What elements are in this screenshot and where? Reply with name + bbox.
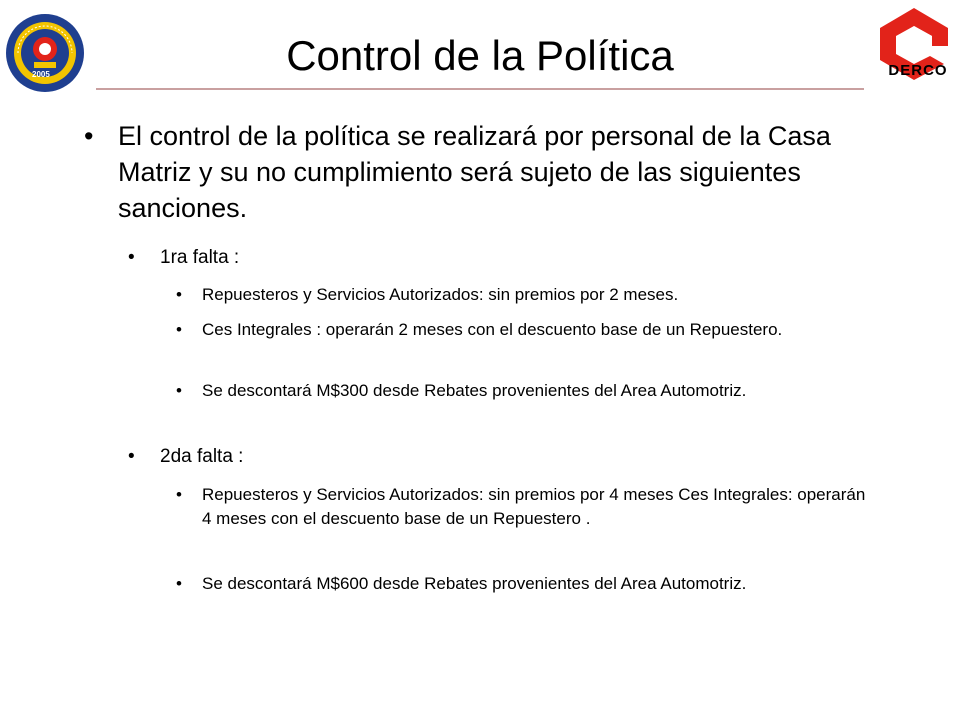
bullet-icon: • bbox=[128, 247, 135, 268]
second-offense-label: 2da falta : bbox=[160, 446, 244, 467]
derco-brand-text: DERCO bbox=[888, 62, 948, 79]
bullet-icon: • bbox=[128, 446, 135, 467]
seal-year: 2005 bbox=[32, 70, 50, 79]
first-offense-item-3: Se descontará M$300 desde Rebates provenientes del Area Automotriz. bbox=[202, 381, 747, 400]
second-offense-item-2: Se descontará M$600 desde Rebates provenientes del Area Automotriz. bbox=[202, 574, 747, 593]
bullet-icon: • bbox=[176, 320, 182, 339]
first-offense-item-1: Repuesteros y Servicios Autorizados: sin premios por 2 meses. bbox=[202, 285, 679, 304]
bullet-icon: • bbox=[84, 121, 94, 151]
bullet-icon: • bbox=[176, 285, 182, 304]
slide-title: Control de la Política bbox=[286, 32, 674, 79]
bullet-icon: • bbox=[176, 574, 182, 593]
first-offense-label: 1ra falta : bbox=[160, 247, 240, 268]
first-offense-item-2: Ces Integrales : operarán 2 meses con el descuento base de un Repuestero. bbox=[202, 320, 783, 339]
second-offense-item-1: Repuesteros y Servicios Autorizados: sin premios por 4 meses Ces Integrales: operarán 4 meses con el descuento base de un Repuestero . bbox=[202, 485, 866, 528]
bullet-icon: • bbox=[176, 485, 182, 504]
intro-text: El control de la política se realizará por personal de la Casa Matriz y su no cumplimiento será sujeto de las siguientes sanciones. bbox=[118, 121, 831, 223]
bullet-icon: • bbox=[176, 381, 182, 400]
